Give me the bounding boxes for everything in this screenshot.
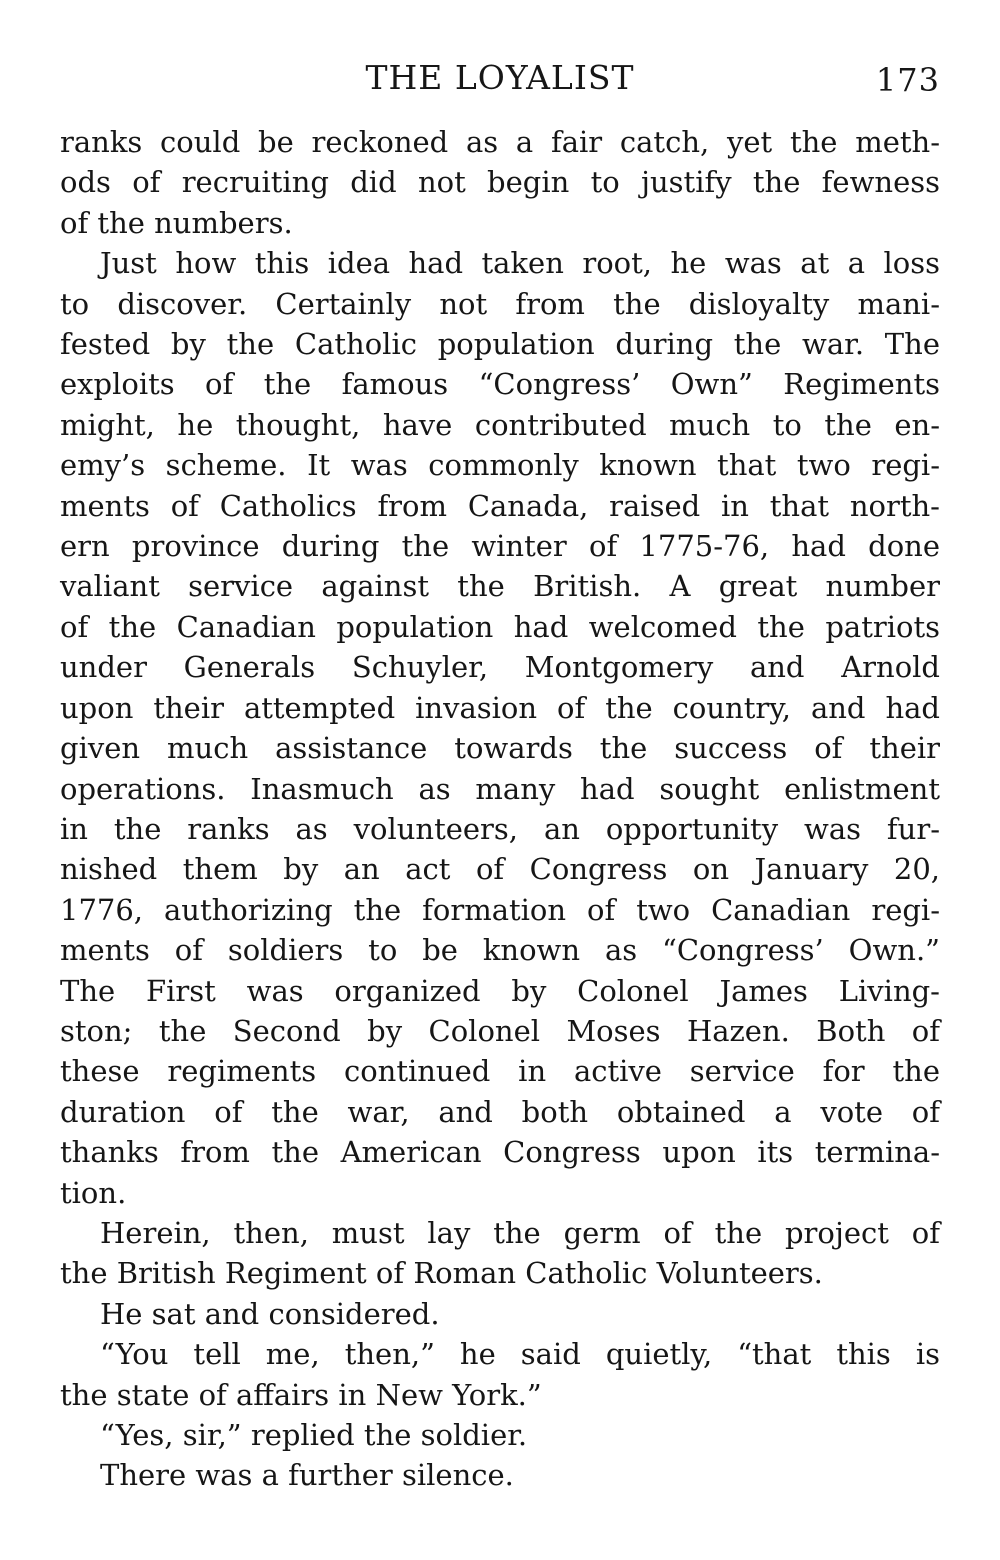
text-line: tion. (60, 1175, 127, 1210)
running-header (60, 58, 940, 122)
page-number: 173 (875, 61, 940, 99)
text-line: of the numbers. (60, 205, 293, 240)
text-line: “You tell me, then,” he said quietly, “that this is (100, 1337, 940, 1372)
text-line: Herein, then, must lay the germ of the project of (100, 1215, 940, 1250)
text-line: ranks could be reckoned as a fair catch, yet the meth- (60, 125, 940, 159)
text-line: under Generals Schuyler, Montgomery and Arnold (60, 650, 940, 685)
text-line: He sat and considered. (100, 1296, 440, 1331)
text-line: ods of recruiting did not begin to justify the fewness (60, 165, 940, 200)
text-line: 1776, authorizing the formation of two Canadian regi- (60, 892, 940, 927)
text-line: upon their attempted invasion of the country, and had (60, 690, 940, 725)
text-line: The First was organized by Colonel James Living- (60, 973, 940, 1008)
text-line: operations. Inasmuch as many had sought enlistment (60, 771, 940, 806)
text-line: to discover. Certainly not from the disloyalty mani- (60, 286, 940, 321)
paragraph-2 (60, 243, 940, 1213)
text-line: “Yes, sir,” replied the soldier. (100, 1418, 528, 1452)
text-line: ments of soldiers to be known as “Congress’ Own.” (60, 933, 940, 968)
text-line: emy’s scheme. It was commonly known that two regi- (60, 448, 940, 483)
text-line: ments of Catholics from Canada, raised in that north- (60, 488, 940, 523)
paragraph-6 (60, 1415, 940, 1455)
text-line: valiant service against the British. A great number (60, 569, 940, 604)
text-line: the state of affairs in New York.” (60, 1377, 542, 1412)
text-line: There was a further silence. (100, 1458, 514, 1493)
paragraph-1 (60, 122, 940, 243)
text-line: the British Regiment of Roman Catholic Volunteers. (60, 1256, 823, 1291)
text-line: thanks from the American Congress upon its termina- (60, 1135, 940, 1170)
text-line: nished them by an act of Congress on January 20, (60, 852, 940, 887)
paragraph-3 (60, 1213, 940, 1294)
text-line: duration of the war, and both obtained a vote of (60, 1094, 940, 1129)
text-line: might, he thought, have contributed much to the en- (60, 407, 940, 442)
text-line: in the ranks as volunteers, an opportunity was fur- (60, 811, 940, 846)
paragraph-5 (60, 1334, 940, 1415)
text-line: ern province during the winter of 1775-76, had done (60, 529, 940, 564)
text-line: of the Canadian population had welcomed the patriots (60, 609, 940, 644)
running-title: THE LOYALIST (365, 58, 635, 97)
body-text (60, 122, 940, 1496)
book-page (60, 58, 940, 1518)
text-line: fested by the Catholic population during the war. The (60, 327, 940, 362)
text-line: these regiments continued in active service for the (60, 1054, 940, 1089)
text-line: Just how this idea had taken root, he was at a loss (100, 246, 940, 281)
text-line: exploits of the famous “Congress’ Own” Regiments (60, 367, 940, 402)
text-line: given much assistance towards the success of their (60, 731, 940, 766)
text-line: ston; the Second by Colonel Moses Hazen. Both of (60, 1013, 940, 1048)
paragraph-7 (60, 1455, 940, 1495)
paragraph-4 (60, 1294, 940, 1334)
